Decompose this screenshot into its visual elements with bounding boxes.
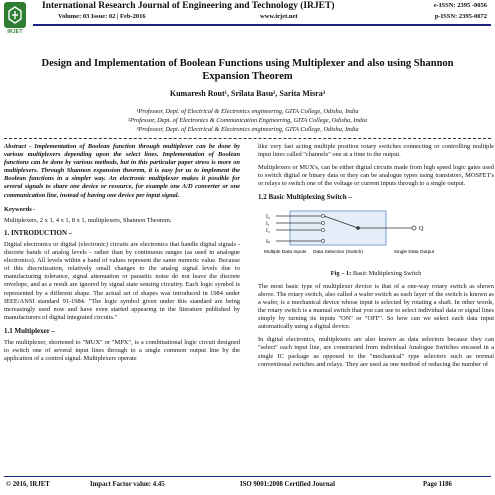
figure-caption-output: Single Data Output [393,249,435,255]
input-label-n: Iₙ [266,238,271,245]
paper-title: Design and Implementation of Boolean Functions using Multiplexer and also using Shannon Expansion Theorem [41,58,454,82]
input-label-1: I₁ [266,220,270,227]
contact-2 [321,228,324,231]
rotary-switch-text: like very fast acting multiple position rotary switches connecting or controlling multiple input lines called "channels" one at a time to the output. [258,143,494,159]
figure-caption [258,270,494,278]
abstract: Abstract - Implementation of Boolean function through multiplexer can be done by various multiplexers depending upon the select lines. Implementation of Boolean functions can be done by various methods, but in this particular paper stress is more on multiplexers. Through Shannon expansion theorem, it is easy for us to implement the Boolean functions in a simpler way. An electronic multiplexer makes it possible for several signals to share one device or resource, for example one A/D converter or one communication line, instead of having one device per input signal. [4,143,240,199]
mux-types-text: Multiplexers or MUX's, can be either digital circuits made from high speed logic gates used to switch digital or binary data or they can be analogue types using transistors, MOSFET's or relays to switch one of the voltage or current inputs through to a single output. [258,164,494,188]
volume-issue: Volume: 03 Issue: 02 | Feb-2016 [58,13,146,20]
section-divider [4,138,491,139]
introduction-heading: 1. INTRODUCTION – [4,228,73,237]
input-label-0: I₀ [266,213,270,220]
footer-page-number: Page 1186 [423,481,452,488]
footer-rule [4,476,491,477]
irjet-logo [4,2,26,28]
multiplexer-heading: 1.1 Multiplexer – [4,326,56,335]
multiplexing-switch-figure [262,208,482,264]
output-terminal [412,226,416,230]
output-label: Q [419,225,424,232]
footer-copyright: © 2016, IRJET [6,481,50,488]
affiliation-2: ²Professor, Dept. of Electronics & Communication Engineering, GITA College, Odisha, India [128,117,367,124]
eissn: e-ISSN: 2395 -0056 [433,2,487,9]
left-column [4,143,240,368]
pissn: p-ISSN: 2395-0072 [434,13,487,20]
journal-header [0,0,495,36]
journal-website: www.irjet.net [260,13,298,20]
keywords: Multiplexers, 2 x 1, 4 x 1, 8 x 1, multiplexers, Shannon Theorem. [4,216,172,224]
contact-1 [321,221,324,224]
page-footer [0,476,495,495]
contact-n [321,239,324,242]
basic-switch-heading: 1.2 Basic Multiplexing Switch – [258,193,352,202]
logo-text: IRJET [7,29,23,35]
right-column [258,143,494,374]
logo-emblem-icon [7,6,23,24]
footer-iso: ISO 9001:2008 Certified Journal [240,481,335,488]
affiliation-3: ³Professor, Dept. of Electrical & Electronics engineering, GITA College, Odisha, India [136,126,359,133]
figure-caption-switch: Data Selection (Switch) [313,249,363,255]
footer-impact-factor: Impact Factor value: 4.45 [90,481,165,488]
keywords-heading: Keywords - [4,205,36,213]
multiplexer-text: The multiplexer, shortened to "MUX" or "MPX", is a combinational logic circuit designed to switch one of several input lines through to a single common output line by the application of a control signal. Multiplexers operate [4,338,240,363]
author-list: Kumaresh Rout¹, Srilata Basu², Sarita Misra³ [169,89,326,98]
basic-mux-text: The most basic type of multiplexer device is that of a one-way rotary switch as shown above. The rotary switch, also called a wafer switch as each layer of the switch is known as a wafer, is a mechanical device whose input is selected by rotating a shaft. In other words, the rotary switch is a manual switch that you can use to select individual data or signal lines simply by turning its inputs "ON" or "OFF". So how can we select each data input automatically using a digital device. [258,282,494,331]
header-rule [33,24,491,26]
data-selector-text: In digital electronics, multiplexers are also known as data selectors because they can "select" each input line, are constructed from individual Analogue Switches encased in a single IC package as opposed to the "mechanical" type selectors such as normal conventional switches and relays. They are used as one method of reducing the number of [258,336,494,368]
figure-number: Fig – 1: [330,269,352,277]
introduction-text: Digital electronics or digital (electronic) circuits are electronics that handle digital signals - discrete bands of analog levels - rather than by continuous ranges (as used in analogue electronics). All levels within a band of values represent the same numeric value. Because of this discretization, relatively small changes to the analog signal levels due to manufacturing tolerance, signal attenuation or parasitic noise do not leave the discrete envelope, and as a result are ignored by signal state sensing circuitry. Each logic symbol is represented by a different shape. The actual set of shapes was introduced in 1984 under IEEE/ANSI standard 91-1984. "The logic symbol given under this standard are being increasingly used now and have even started appearing in the literature published by manufacturers of digital integrated circuits." [4,240,240,321]
input-label-2: I₂ [266,227,270,234]
affiliation-1: ¹Professor, Dept. of Electrical & Electronics engineering, GITA College, Odisha, India [136,108,359,115]
journal-title: International Research Journal of Engineering and Technology (IRJET) [42,1,335,11]
figure-caption-inputs: Multiple Data Inputs [264,249,307,255]
figure-caption-text: Basic Multiplexing Switch [351,269,422,277]
